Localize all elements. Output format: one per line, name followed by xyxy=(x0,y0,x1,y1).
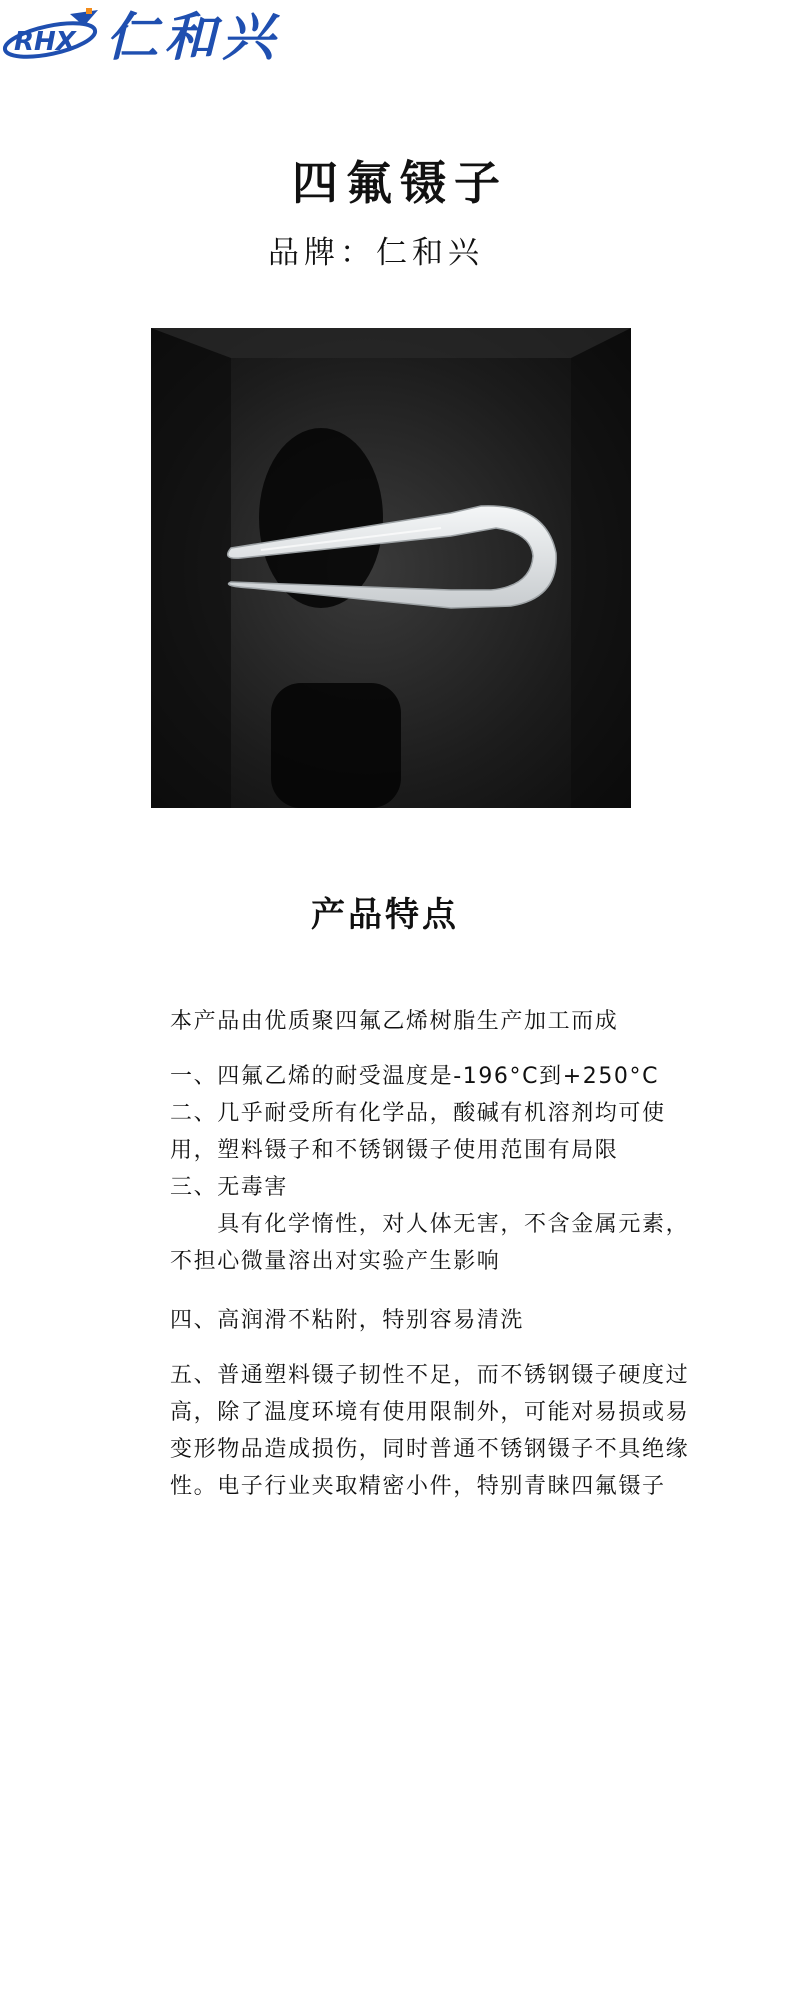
brand-logo xyxy=(0,6,300,70)
features-intro: 本产品由优质聚四氟乙烯树脂生产加工而成 xyxy=(170,1009,619,1034)
features-heading: 产品特点 xyxy=(311,895,459,935)
logo-mark-icon xyxy=(0,6,110,70)
features-point-4: 四、高润滑不粘附，特别容易清洗 xyxy=(170,1308,525,1333)
features-points-1-3: 一、四氟乙烯的耐受温度是-196°C到+250°C 二、几乎耐受所有化学品，酸碱有机溶剂均可使用，塑料镊子和不锈钢镊子使用范围有局限 三、无毒害 具有化学惰性，对人体无害，不含金属元素，不担心微量溶出对实验产生影响 xyxy=(170,1064,690,1274)
tweezers-image xyxy=(151,328,631,808)
page-title: 四氟镊子 xyxy=(292,156,508,210)
logo-mark-text: RHX xyxy=(14,27,76,57)
logo-text: 仁和兴 xyxy=(106,8,281,68)
product-photo xyxy=(151,328,631,808)
features-point-5: 五、普通塑料镊子韧性不足，而不锈钢镊子硬度过高，除了温度环境有使用限制外，可能对易损或易变形物品造成损伤，同时普通不锈钢镊子不具绝缘性。电子行业夹取精密小件，特别青睐四氟镊子 xyxy=(170,1363,690,1499)
brand-line: 品牌：仁和兴 xyxy=(268,235,484,271)
